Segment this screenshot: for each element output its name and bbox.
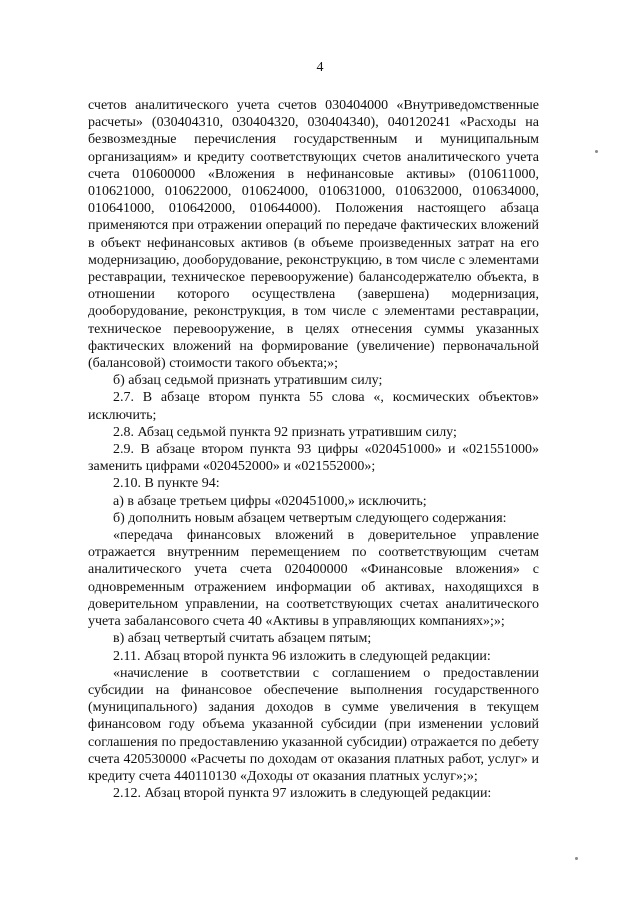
paragraph-2-12: 2.12. Абзац второй пункта 97 изложить в следующей редакции: bbox=[113, 786, 492, 802]
paragraph-subsidy-quote: «начисление в соответствии с соглашением о предоставлении субсидии на финансовое обеспечение выполнения государственного (муниципального) задания доходов в сумме увеличения в текущем финансовом году объема указанной субсидии (при изменении условий соглашения по предоставлению указанной субсидии) отражается по дебету счета 420530000 «Расчеты по доходам от оказания платных работ, услуг» и кредиту счета 440110130 «Доходы от оказания платных услуг»;»; bbox=[88, 665, 539, 784]
document-body bbox=[88, 97, 539, 802]
paragraph-2-10-v: в) абзац четвертый считать абзацем пятым; bbox=[113, 631, 372, 647]
scan-speck bbox=[575, 857, 578, 860]
paragraph-2-8: 2.8. Абзац седьмой пункта 92 признать утратившим силу; bbox=[113, 424, 457, 440]
paragraph-accounts-continuation: счетов аналитического учета счетов 030404000 «Внутриведомственные расчеты» (030404310, 030404320, 030404340), 040120241 «Расходы на безвозмездные перечисления государственным и муниципальным организациям» и кредиту соответствующих счетов аналитического учета счета 010600000 «Вложения в нефинансовые активы» (010611000, 010621000, 010622000, 010624000, 010631000, 010632000, 010634000, 010641000, 010642000, 010644000). Положения настоящего абзаца применяются при отражении операций по передаче фактических вложений в объект нефинансовых активов (в объеме произведенных затрат на его модернизацию, дооборудование, реконструкцию, в том числе с элементами реставрации, техническое перевооружение) балансодержателю объекта, в отношении которого осуществлена (завершена) модернизация, дооборудование, реконструкция, в том числе с элементами реставрации, техническое перевооружение, в целях отнесения суммы указанных фактических вложений на формирование (увеличение) первоначальной (балансовой) стоимости такого объекта;»; bbox=[88, 98, 539, 372]
page-number: 4 bbox=[316, 60, 324, 75]
paragraph-b-abzac-7: б) абзац седьмой признать утратившим силу; bbox=[113, 373, 383, 389]
paragraph-2-10: 2.10. В пункте 94: bbox=[113, 476, 220, 492]
scan-speck bbox=[595, 150, 598, 153]
paragraph-2-10-a: а) в абзаце третьем цифры «020451000,» исключить; bbox=[113, 493, 427, 509]
paragraph-trust-management-quote: «передача финансовых вложений в доверительное управление отражается внутренним перемещением по соответствующим счетам аналитического учета счета 020400000 «Финансовые вложения» с одновременным отражением информации об активах, находящихся в доверительном управлении, на соответствующих счетах аналитического учета забалансового счета 40 «Активы в управляющих компаниях»;»; bbox=[88, 528, 539, 630]
paragraph-2-9: 2.9. В абзаце втором пункта 93 цифры «020451000» и «021551000» заменить цифрами «020452000» и «021552000»; bbox=[88, 442, 539, 475]
paragraph-2-11: 2.11. Абзац второй пункта 96 изложить в следующей редакции: bbox=[113, 648, 491, 664]
paragraph-2-7: 2.7. В абзаце втором пункта 55 слова «, космических объектов» исключить; bbox=[88, 390, 539, 423]
paragraph-2-10-b: б) дополнить новым абзацем четвертым следующего содержания: bbox=[113, 510, 507, 526]
